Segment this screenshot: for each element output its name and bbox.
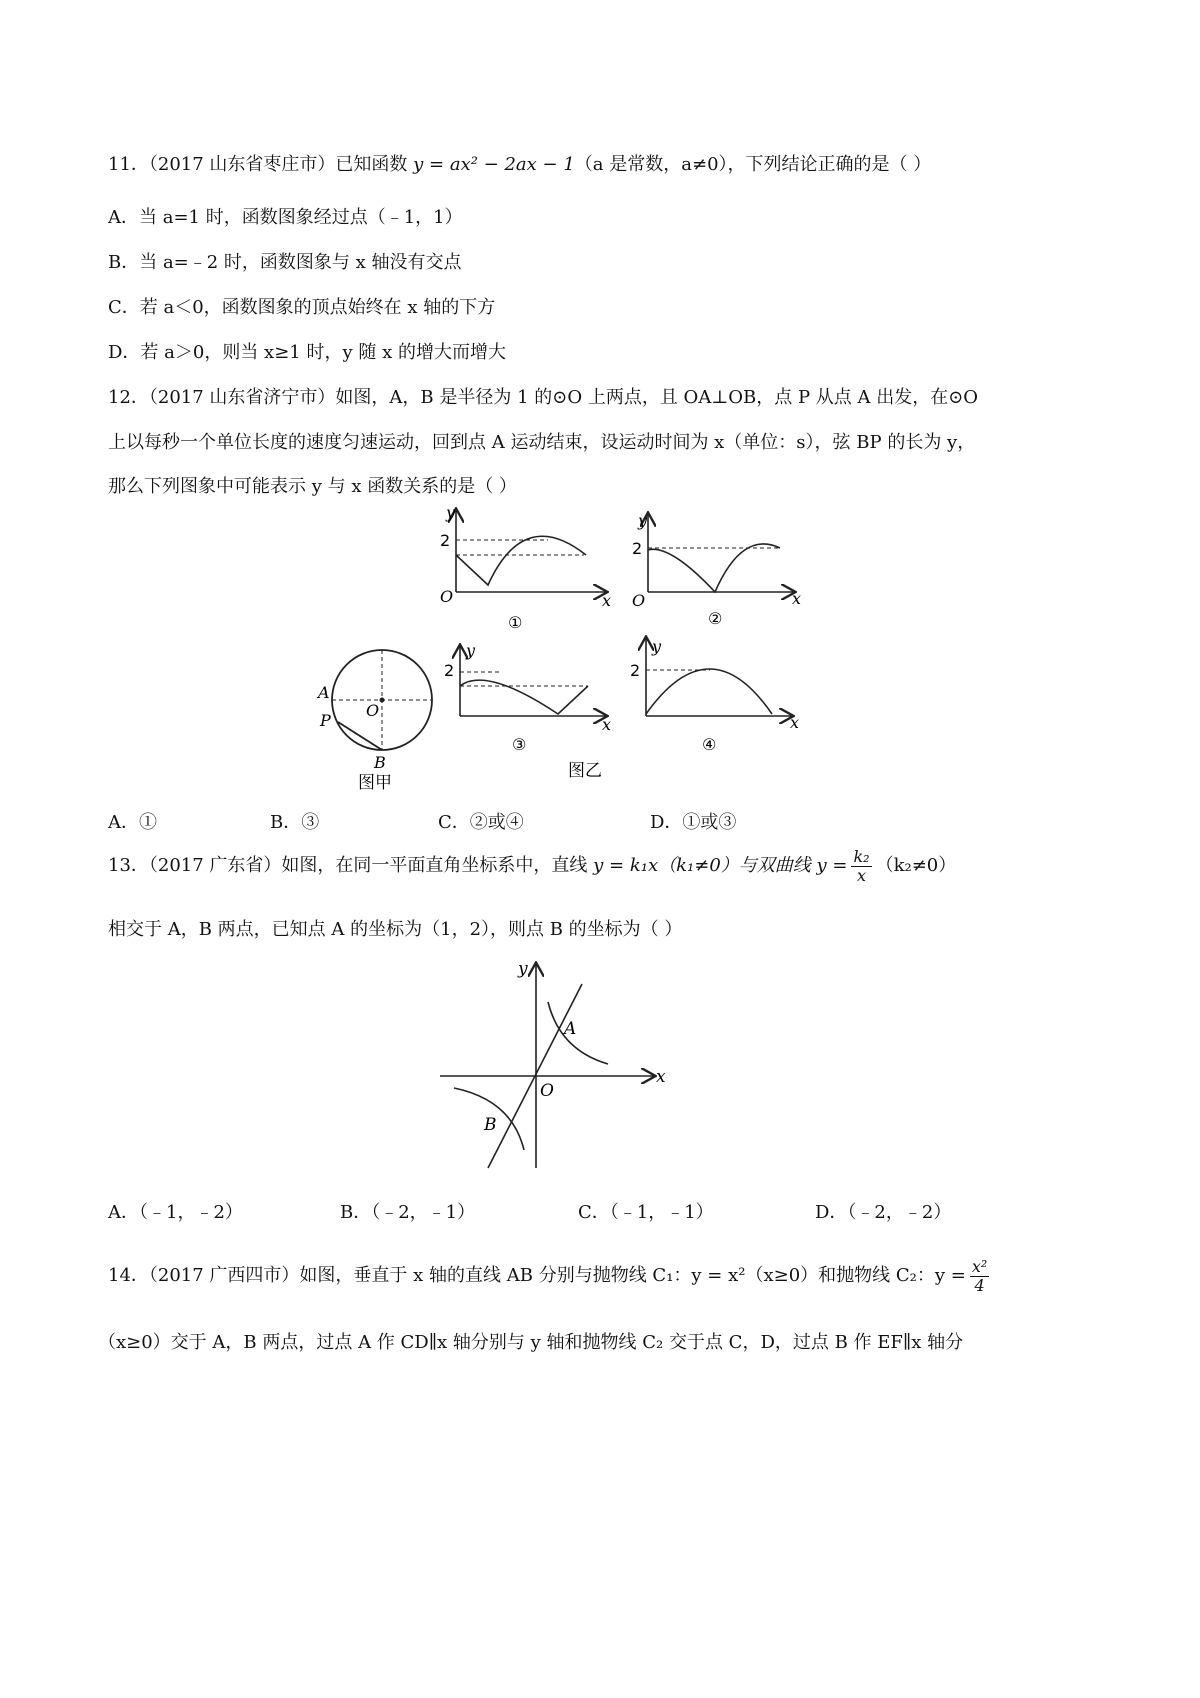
q13-option-b: B．（﹣2，﹣1） xyxy=(340,1202,476,1223)
graph-4-tick-2: 2 xyxy=(630,661,641,680)
graph-4-axis-y: y xyxy=(652,637,662,656)
q12-figure xyxy=(310,500,810,800)
graph-1-axis-x: x xyxy=(602,591,612,610)
graph-2-label: ② xyxy=(708,609,723,628)
q13-option-a: A．（﹣1，﹣2） xyxy=(108,1202,243,1223)
q14-fraction xyxy=(970,1258,989,1294)
caption-left: 图甲 xyxy=(358,773,392,793)
q13-line1-suffix: （k₂≠0） xyxy=(875,855,957,877)
q13-line1-formula: y = k₁x（k₁≠0）与双曲线 y = xyxy=(593,855,848,877)
circle-label-o: O xyxy=(366,701,380,720)
graph-4-label: ④ xyxy=(702,735,717,754)
q13-origin: O xyxy=(540,1081,554,1101)
q13-frac-num: k₂ xyxy=(853,847,870,866)
graph-1-axis-y: y xyxy=(446,503,456,522)
q14-frac-num: x² xyxy=(971,1257,988,1276)
graph-4 xyxy=(630,637,799,754)
q13-axis-x: x xyxy=(656,1067,666,1087)
circle-label-b: B xyxy=(374,753,386,772)
q12-option-c: C．②或④ xyxy=(438,812,524,833)
graph-1-label: ① xyxy=(508,613,523,632)
graph-3-axis-x: x xyxy=(602,715,612,734)
q12-option-a: A．① xyxy=(108,812,157,833)
circle-figure xyxy=(316,650,432,793)
circle-label-a: A xyxy=(318,683,330,702)
q11-option-d: D．若 a＞0，则当 x≥1 时，y 随 x 的增大而增大 xyxy=(108,342,506,363)
graph-2-tick-2: 2 xyxy=(632,539,643,558)
graph-3 xyxy=(444,641,611,754)
q13-line2: 相交于 A，B 两点，已知点 A 的坐标为（1，2），则点 B 的坐标为（ ） xyxy=(108,919,683,940)
graph-3-tick-2: 2 xyxy=(444,661,455,680)
q11-option-c: C．若 a＜0，函数图象的顶点始终在 x 轴的下方 xyxy=(108,297,496,318)
graph-2 xyxy=(632,511,801,628)
q11-option-b: B．当 a=﹣2 时，函数图象与 x 轴没有交点 xyxy=(108,252,462,273)
graph-4-axis-x: x xyxy=(790,713,800,732)
q13-point-a: A xyxy=(564,1019,577,1039)
q11-suffix: （a 是常数，a≠0），下列结论正确的是（ ） xyxy=(574,154,932,175)
circle-label-p: P xyxy=(320,711,331,730)
caption-right: 图乙 xyxy=(568,761,602,781)
graph-2-axis-y: y xyxy=(638,511,648,530)
q13-point-b: B xyxy=(484,1115,497,1135)
graph-3-axis-y: y xyxy=(466,641,476,660)
q14-line1-text: 14．（2017 广西四市）如图，垂直于 x 轴的直线 AB 分别与抛物线 C₁：y = x²（x≥0）和抛物线 C₂：y = xyxy=(108,1265,966,1287)
graph-2-origin: O xyxy=(632,591,646,610)
q13-option-c: C．（﹣1，﹣1） xyxy=(578,1202,714,1223)
q12-option-d: D．①或③ xyxy=(650,812,737,833)
q11-prefix: 11．（2017 山东省枣庄市）已知函数 xyxy=(108,154,414,175)
graph-2-axis-x: x xyxy=(792,589,802,608)
q13-figure xyxy=(430,950,690,1180)
q13-option-d: D．（﹣2，﹣2） xyxy=(815,1202,952,1223)
graph-1-tick-2: 2 xyxy=(440,531,451,550)
graph-1-origin: O xyxy=(440,587,454,606)
q12-option-b: B．③ xyxy=(270,812,320,833)
q13-axis-y: y xyxy=(518,959,528,979)
q14-line1 xyxy=(108,1258,993,1294)
q11-stem xyxy=(108,150,931,176)
q13-line1 xyxy=(108,848,956,884)
q12-line2: 上以每秒一个单位长度的速度匀速运动，回到点 A 运动结束，设运动时间为 x（单位：s），弦 BP 的长为 y， xyxy=(108,432,976,453)
q11-formula: y = ax² − 2ax − 1 xyxy=(413,154,575,175)
q12-line1: 12．（2017 山东省济宁市）如图，A，B 是半径为 1 的⊙O 上两点，且 OA⊥OB，点 P 从点 A 出发，在⊙O xyxy=(108,387,979,408)
q14-frac-den: 4 xyxy=(974,1275,985,1295)
q14-line2: （x≥0）交于 A，B 两点，过点 A 作 CD∥x 轴分别与 y 轴和抛物线 C₂ 交于点 C，D，过点 B 作 EF∥x 轴分 xyxy=(98,1332,964,1353)
q13-line1-prefix: 13．（2017 广东省）如图，在同一平面直角坐标系中，直线 xyxy=(108,855,594,877)
q13-frac-den: x xyxy=(857,865,867,885)
graph-3-label: ③ xyxy=(512,735,527,754)
q13-fraction xyxy=(851,848,871,884)
graph-1 xyxy=(440,503,611,632)
q11-option-a: A．当 a=1 时，函数图象经过点（﹣1，1） xyxy=(108,207,463,228)
q12-line3: 那么下列图象中可能表示 y 与 x 函数关系的是（ ） xyxy=(108,476,517,497)
